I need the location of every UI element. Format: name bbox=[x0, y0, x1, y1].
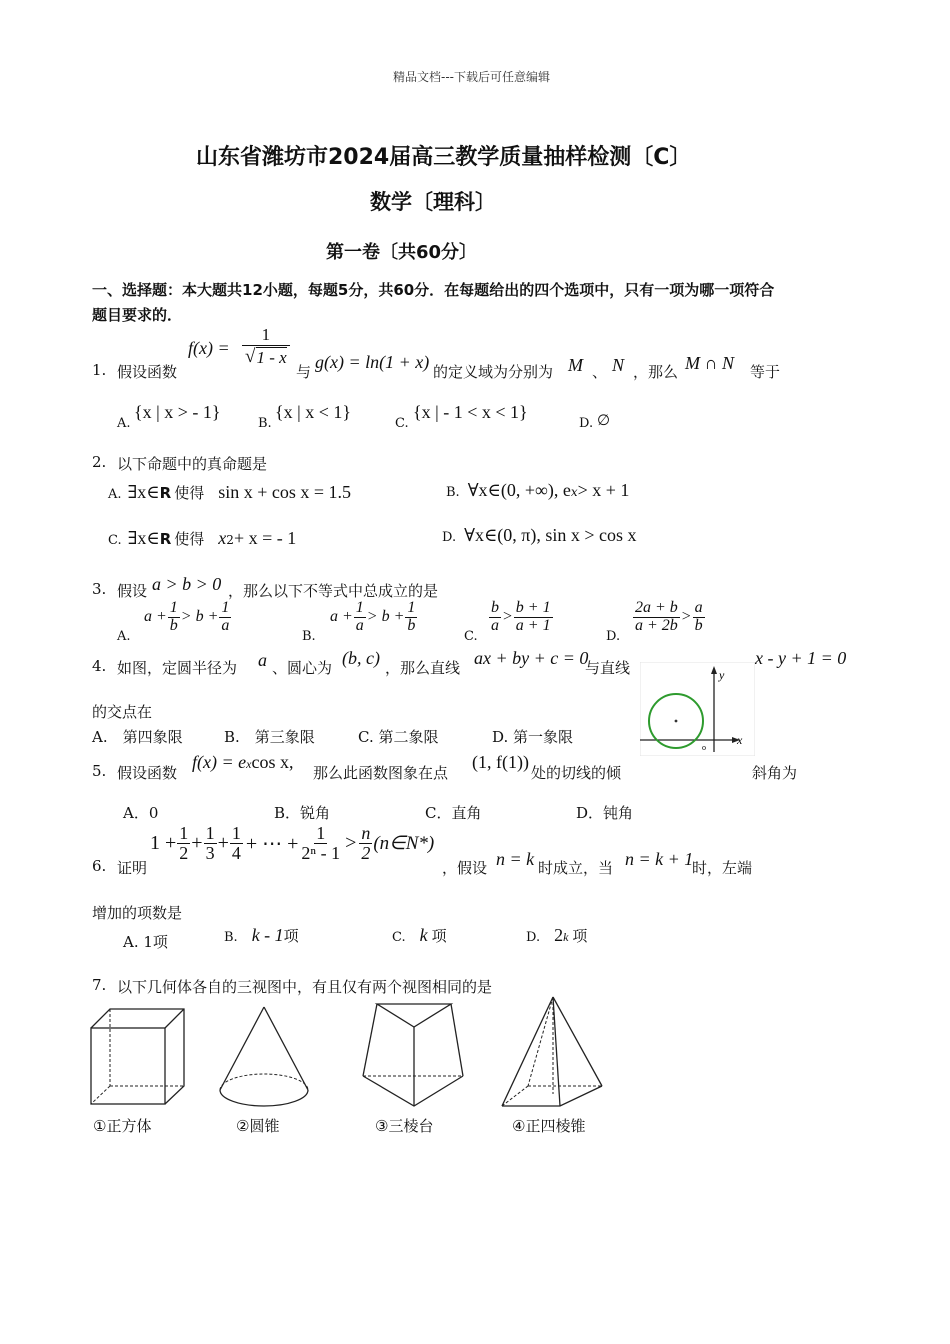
q6-inequality: 1 + $\frac{1}{2}$ + $\frac{1}{3}$ + $\frac{1}{4}$ + ⋯ + $\frac{1}{\text{2ⁿ - 1}}$ > $\frac{n}{2}$ (n∈N*) bbox=[150, 823, 435, 863]
q2-option-d bbox=[442, 525, 637, 546]
q5-text-1: 假设函数 bbox=[117, 764, 178, 782]
q3-d-d1: a + 2b bbox=[635, 616, 678, 634]
q4-option-b: B. 第三象限 bbox=[224, 728, 315, 746]
q1-f-denominator bbox=[242, 345, 290, 369]
q2-option-d-label: D. bbox=[442, 530, 457, 545]
q6-option-d-label: D. bbox=[526, 930, 541, 945]
q5-text-4: 斜角为 bbox=[752, 764, 798, 782]
q6-text-1: 证明 bbox=[117, 859, 148, 877]
q7-caption-cube: ①正方体 bbox=[93, 1117, 152, 1135]
q6-option-d-unit: 项 bbox=[572, 927, 588, 945]
q2-option-a-quantifier: ∃x∈ bbox=[127, 482, 160, 502]
q4-option-d: D. 第一象限 bbox=[492, 728, 574, 746]
q3-b-n2: 1 bbox=[407, 599, 416, 616]
q3-c-d1: a bbox=[491, 616, 499, 634]
q2-option-c-tail: + x = - 1 bbox=[233, 528, 297, 548]
q5-text-2: 那么此函数图象在点 bbox=[313, 764, 449, 782]
q5-f-expr: f(x) = e bbox=[192, 752, 247, 772]
q2-number: 2. bbox=[92, 453, 107, 471]
q6-option-b-unit: 项 bbox=[283, 927, 299, 945]
q5-option-b: B．锐角 bbox=[274, 804, 331, 822]
q2-option-c-sup: 2 bbox=[226, 533, 234, 547]
q6-one: 1 + bbox=[150, 831, 177, 854]
q1-f-numerator: 1 bbox=[261, 325, 271, 344]
q5-text-3: 处的切线的倾 bbox=[531, 764, 622, 782]
q4-radius: a bbox=[258, 650, 267, 670]
q6-frac-rhs bbox=[359, 824, 372, 863]
q6-frac-2 bbox=[204, 824, 217, 863]
q1-option-a: {x | x > - 1} bbox=[134, 402, 221, 422]
q6-n-equals-k: n = k bbox=[496, 849, 535, 869]
q1-option-d: ∅ bbox=[597, 411, 611, 429]
q4-line-2: x - y + 1 = 0 bbox=[755, 648, 847, 668]
q2-stem: 以下命题中的真命题是 bbox=[117, 455, 268, 473]
q4-line-1: ax + by + c = 0 bbox=[474, 648, 589, 668]
q5-function bbox=[192, 752, 293, 773]
q1-text-2: 与 bbox=[296, 363, 312, 381]
q2-option-b-expr: ∀x∈(0, +∞), e bbox=[467, 480, 571, 500]
q2-option-c-word: 使得 bbox=[174, 530, 205, 548]
q6-text-4: 时，左端 bbox=[692, 859, 753, 877]
q3-c-mid: > bbox=[502, 608, 513, 626]
q3-b-n1: 1 bbox=[355, 599, 364, 616]
q6-option-d-sup: k bbox=[563, 930, 569, 944]
q3-a-n2: 1 bbox=[221, 599, 230, 616]
q6-option-a: A. 1项 bbox=[123, 933, 168, 951]
q2-option-a-label: A. bbox=[108, 487, 122, 502]
q6-number: 6. bbox=[92, 857, 107, 875]
q2-option-a-expr: sin x + cos x = 1.5 bbox=[218, 482, 352, 502]
q3-a-mid: > b + bbox=[180, 608, 219, 626]
section-heading-line2: 题目要求的． bbox=[92, 306, 183, 324]
q6-text-2: ，假设 bbox=[442, 859, 488, 877]
q5-option-c: C．直角 bbox=[425, 804, 482, 822]
q6-frac-rhs-d: 2 bbox=[361, 842, 371, 863]
q2-option-d-expr: ∀x∈(0, π), sin x > cos x bbox=[464, 525, 637, 545]
q2-option-c-expr: x bbox=[218, 528, 227, 548]
q5-f-tail: cos x, bbox=[251, 752, 294, 772]
q4-number: 4. bbox=[92, 657, 107, 675]
q6-option-c-expr: k bbox=[419, 925, 428, 945]
q3-c-n1: b bbox=[491, 599, 499, 616]
sqrt-icon: √ bbox=[245, 346, 256, 368]
q3-b-term: a + bbox=[330, 608, 353, 626]
q6-frac-2-n: 1 bbox=[205, 823, 215, 843]
q6-text-5: 增加的项数是 bbox=[92, 904, 183, 922]
q3-a-frac-2 bbox=[219, 600, 231, 635]
q1-option-c: {x | - 1 < x < 1} bbox=[413, 402, 528, 422]
q3-c-d2: a + 1 bbox=[515, 616, 551, 634]
q2-option-b-label: B. bbox=[446, 485, 460, 500]
q7-caption-cone: ②圆锥 bbox=[236, 1117, 280, 1135]
q6-frac-rhs-n: n bbox=[361, 823, 371, 843]
q3-option-a bbox=[144, 600, 232, 635]
q6-frac-last-n: 1 bbox=[316, 823, 326, 843]
q1-option-a-label: A. bbox=[117, 416, 131, 431]
q6-frac-2-d: 3 bbox=[205, 842, 215, 863]
q6-frac-last bbox=[299, 824, 342, 863]
q6-frac-1 bbox=[177, 824, 190, 863]
q2-option-b-tail: > x + 1 bbox=[577, 480, 630, 500]
q3-number: 3. bbox=[92, 580, 107, 598]
q6-dots: + ⋯ + bbox=[245, 832, 299, 855]
subject-title: 数学〔理科〕 bbox=[370, 190, 496, 214]
q6-option-c-unit: 项 bbox=[431, 927, 447, 945]
q1-separator: 、 bbox=[592, 363, 608, 381]
q4-text-2: 、圆心为 bbox=[272, 659, 333, 677]
q7-caption-pyramid: ④正四棱锥 bbox=[512, 1117, 586, 1135]
exam-title: 山东省潍坊市2024届高三教学质量抽样检测〔C〕 bbox=[196, 145, 692, 170]
q6-option-c bbox=[392, 925, 447, 946]
page-header: 精品文档---下载后可任意编辑 bbox=[393, 70, 550, 84]
q4-text-3: ，那么直线 bbox=[385, 659, 461, 677]
q1-g-expr: g(x) = ln(1 + x) bbox=[315, 352, 430, 372]
q3-a-n1: 1 bbox=[169, 599, 178, 616]
q4-text-4: 与直线 bbox=[585, 659, 631, 677]
q1-set-M: M bbox=[568, 355, 583, 375]
q4-fig-origin-label: o bbox=[702, 743, 706, 752]
q3-b-frac-2 bbox=[405, 600, 417, 635]
q3-option-b bbox=[330, 600, 418, 635]
q7-caption-frustum: ③三棱台 bbox=[375, 1117, 434, 1135]
q4-option-a: A. 第四象限 bbox=[92, 728, 183, 746]
q2-option-a-reals: R bbox=[159, 484, 172, 502]
q6-condition: (n∈N*) bbox=[373, 832, 435, 854]
triangular-frustum-figure bbox=[358, 1000, 468, 1112]
q1-option-b-label: B. bbox=[258, 416, 272, 431]
q1-text-1: 假设函数 bbox=[117, 363, 178, 381]
q6-option-d-base: 2 bbox=[554, 925, 564, 945]
q3-text-1: 假设 bbox=[117, 582, 148, 600]
q3-condition: a > b > 0 bbox=[152, 574, 222, 594]
q4-text-1: 如图，定圆半径为 bbox=[117, 659, 238, 677]
q6-option-b-label: B. bbox=[224, 930, 238, 945]
q3-text-2: ，那么以下不等式中总成立的是 bbox=[228, 582, 439, 600]
q3-d-frac-1 bbox=[633, 600, 680, 635]
q1-text-5: 等于 bbox=[750, 363, 781, 381]
q2-option-c-reals: R bbox=[159, 530, 172, 548]
q6-option-c-label: C. bbox=[392, 930, 406, 945]
q1-text-3: 的定义域为分别为 bbox=[433, 363, 554, 381]
q1-option-b: {x | x < 1} bbox=[275, 402, 352, 422]
q1-number: 1. bbox=[92, 361, 107, 379]
q3-option-c bbox=[488, 600, 554, 635]
q1-f-fraction bbox=[242, 325, 290, 369]
q3-option-d bbox=[632, 600, 706, 635]
q4-center: (b, c) bbox=[342, 648, 380, 668]
q4-fig-x-label: x bbox=[737, 733, 743, 747]
q6-text-3: 时成立，当 bbox=[538, 859, 614, 877]
q6-n-equals-k-plus-1: n = k + 1 bbox=[625, 849, 694, 869]
q6-option-b-expr: k - 1 bbox=[251, 925, 284, 945]
q3-b-d2: b bbox=[407, 616, 416, 634]
q5-f-sup: x bbox=[246, 757, 252, 771]
q4-circle-figure bbox=[640, 662, 755, 756]
q2-option-b bbox=[446, 480, 629, 501]
q5-point: (1, f(1)) bbox=[472, 752, 529, 772]
q3-a-d2: a bbox=[221, 616, 230, 634]
q6-frac-3 bbox=[230, 824, 243, 863]
q6-frac-3-n: 1 bbox=[231, 823, 241, 843]
q5-number: 5. bbox=[92, 762, 107, 780]
q1-set-N: N bbox=[612, 355, 625, 375]
q3-option-a-label: A. bbox=[117, 629, 131, 644]
q4-text-5: 的交点在 bbox=[92, 703, 153, 721]
q6-frac-last-d: 2ⁿ - 1 bbox=[301, 842, 341, 863]
q4-fig-y-label: y bbox=[719, 668, 725, 682]
q1-f-radicand: 1 - x bbox=[256, 348, 287, 368]
q1-option-d-label: D. bbox=[579, 416, 594, 431]
square-pyramid-figure bbox=[498, 994, 606, 1112]
q3-c-frac-1 bbox=[489, 600, 501, 635]
q2-option-a bbox=[108, 482, 351, 503]
q6-frac-1-d: 2 bbox=[179, 842, 189, 863]
q4-option-c: C. 第二象限 bbox=[358, 728, 439, 746]
q6-gt: > bbox=[345, 831, 357, 854]
q7-number: 7. bbox=[92, 976, 107, 994]
q6-option-b bbox=[224, 925, 299, 946]
q3-option-d-label: D. bbox=[606, 629, 621, 644]
q2-option-c-quantifier: ∃x∈ bbox=[127, 528, 160, 548]
q3-option-c-label: C. bbox=[464, 629, 478, 644]
q3-a-term: a + bbox=[144, 608, 167, 626]
q3-c-n2: b + 1 bbox=[515, 599, 551, 616]
q1-text-4: ，那么 bbox=[633, 363, 679, 381]
q6-frac-3-d: 4 bbox=[231, 842, 241, 863]
q2-option-b-sup: x bbox=[570, 485, 578, 499]
q3-d-frac-2 bbox=[693, 600, 705, 635]
q3-c-frac-2 bbox=[514, 600, 553, 635]
section-heading-line1: 一、选择题：本大题共12小题，每题5分，共60分．在每题给出的四个选项中，只有一项为哪一项符合 bbox=[92, 281, 775, 299]
q3-d-n2: a bbox=[694, 599, 703, 616]
cube-figure bbox=[88, 1006, 188, 1110]
q7-stem: 以下几何体各自的三视图中，有且仅有两个视图相同的是 bbox=[117, 978, 493, 996]
q3-b-mid: > b + bbox=[366, 608, 405, 626]
q3-d-d2: b bbox=[694, 616, 703, 634]
q3-d-mid: > bbox=[680, 608, 692, 626]
part-title: 第一卷〔共60分〕 bbox=[326, 242, 478, 263]
q1-intersection: M ∩ N bbox=[685, 353, 734, 373]
q3-b-d1: a bbox=[355, 616, 364, 634]
q5-option-d: D．钝角 bbox=[576, 804, 634, 822]
q1-f-label: f(x) = bbox=[188, 338, 230, 358]
q6-option-d bbox=[526, 925, 587, 946]
q6-frac-1-n: 1 bbox=[179, 823, 189, 843]
q3-option-b-label: B. bbox=[302, 629, 316, 644]
cone-figure bbox=[216, 1004, 312, 1114]
q3-a-d1: b bbox=[169, 616, 178, 634]
q2-option-a-word: 使得 bbox=[174, 484, 205, 502]
q3-a-frac-1 bbox=[168, 600, 180, 635]
q3-b-frac-1 bbox=[354, 600, 366, 635]
q3-d-n1: 2a + b bbox=[635, 599, 678, 616]
q1-option-c-label: C. bbox=[395, 416, 409, 431]
q5-option-a: A．0 bbox=[123, 804, 159, 822]
q2-option-c-label: C. bbox=[108, 533, 122, 548]
q2-option-c bbox=[108, 528, 296, 549]
